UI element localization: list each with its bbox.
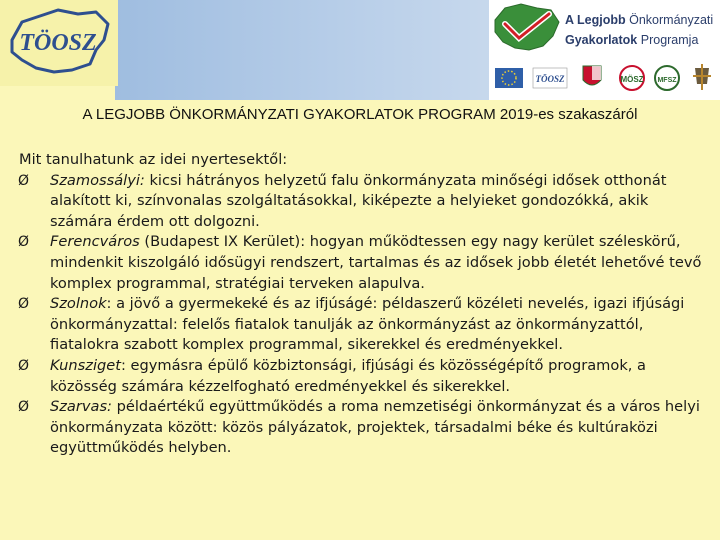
place-name: Ferencváros: [50, 233, 140, 251]
program-logo-line2: Gyakorlatok Programja: [565, 33, 699, 47]
bullet-arrow-icon: Ø: [18, 234, 30, 251]
content-body: [18, 150, 708, 459]
item-text: : a jövő a gyermekeké és az ifjúságé: példaszerű közéleti nevelés, igazi ifjúsági önkormányzattal: felelős fiatalok tanulják az önkormányzást az önkormányzattól, fiatalokra szabott komplex programmal, sikerekkel és eredményekkel.: [50, 295, 685, 354]
hungary-map-icon: [0, 0, 118, 86]
list-item: [18, 171, 708, 233]
partner-emblem-icon: [693, 64, 711, 90]
toosz-logo-text: TÖOSZ: [19, 30, 97, 56]
list-item: [18, 397, 708, 459]
intro-text: Mit tanulhatunk az idei nyertesektől:: [19, 151, 288, 168]
toosz-badge: [533, 68, 567, 88]
place-name: Kunsziget: [50, 356, 121, 374]
list-item: [18, 232, 708, 294]
winners-list: [18, 171, 708, 459]
svg-text:TÖOSZ: TÖOSZ: [535, 74, 565, 84]
bullet-arrow-icon: Ø: [18, 172, 30, 189]
item-text: : egymásra épülő közbiztonsági, ifjúsági és közösségépítő programok, a közösség számára kézzelfogható eredményekkel és sikerekkel.: [50, 356, 647, 395]
bullet-arrow-icon: Ø: [18, 357, 30, 374]
partner-panel: [489, 0, 720, 100]
bullet-arrow-icon: Ø: [18, 296, 30, 313]
place-name: Szolnok: [50, 295, 107, 313]
svg-text:MÖSZ: MÖSZ: [620, 75, 644, 84]
svg-text:MFSZ: MFSZ: [657, 77, 677, 84]
item-text: példaértékű együttműködés a roma nemzetiségi önkormányzat és a város helyi önkormányzata között: közös pályázatok, projektek, társadalmi béke és kultúraközi együttműködés helyben.: [50, 398, 700, 457]
mfsz-badge: [655, 66, 679, 90]
item-text: (Budapest IX Kerület): hogyan működtessen egy nagy kerület széleskörű, mindenkit kiszolgáló idősügyi rendszert, tartalmas és az idősek jobb életét lehetővé tevő komplex programmal, stratégiai terveken alapulva.: [50, 233, 702, 292]
item-text: kicsi hátrányos helyzetű falu önkormányzata minőségi idősek otthonát alakított ki, színvonalas szolgáltatásokkal, kiképezte a helyieket gondozókká, akik számára érdem ott dolgozni.: [50, 171, 667, 230]
page-title: A LEGJOBB ÖNKORMÁNYZATI GYAKORLATOK PROGRAM 2019-es szakaszáról: [82, 106, 638, 123]
program-logo-line1: A Legjobb Önkormányzati: [565, 13, 714, 27]
mosz-badge: [620, 66, 644, 90]
list-item: [18, 294, 708, 356]
hungarian-coat-of-arms-icon: [583, 66, 601, 85]
program-map-icon: [495, 4, 559, 50]
list-item: [18, 356, 708, 397]
place-name: Szamossályi:: [50, 171, 145, 189]
bullet-arrow-icon: Ø: [18, 399, 30, 416]
council-of-europe-badge: [495, 68, 523, 88]
toosz-logo: [0, 0, 118, 86]
place-name: Szarvas:: [50, 398, 112, 416]
